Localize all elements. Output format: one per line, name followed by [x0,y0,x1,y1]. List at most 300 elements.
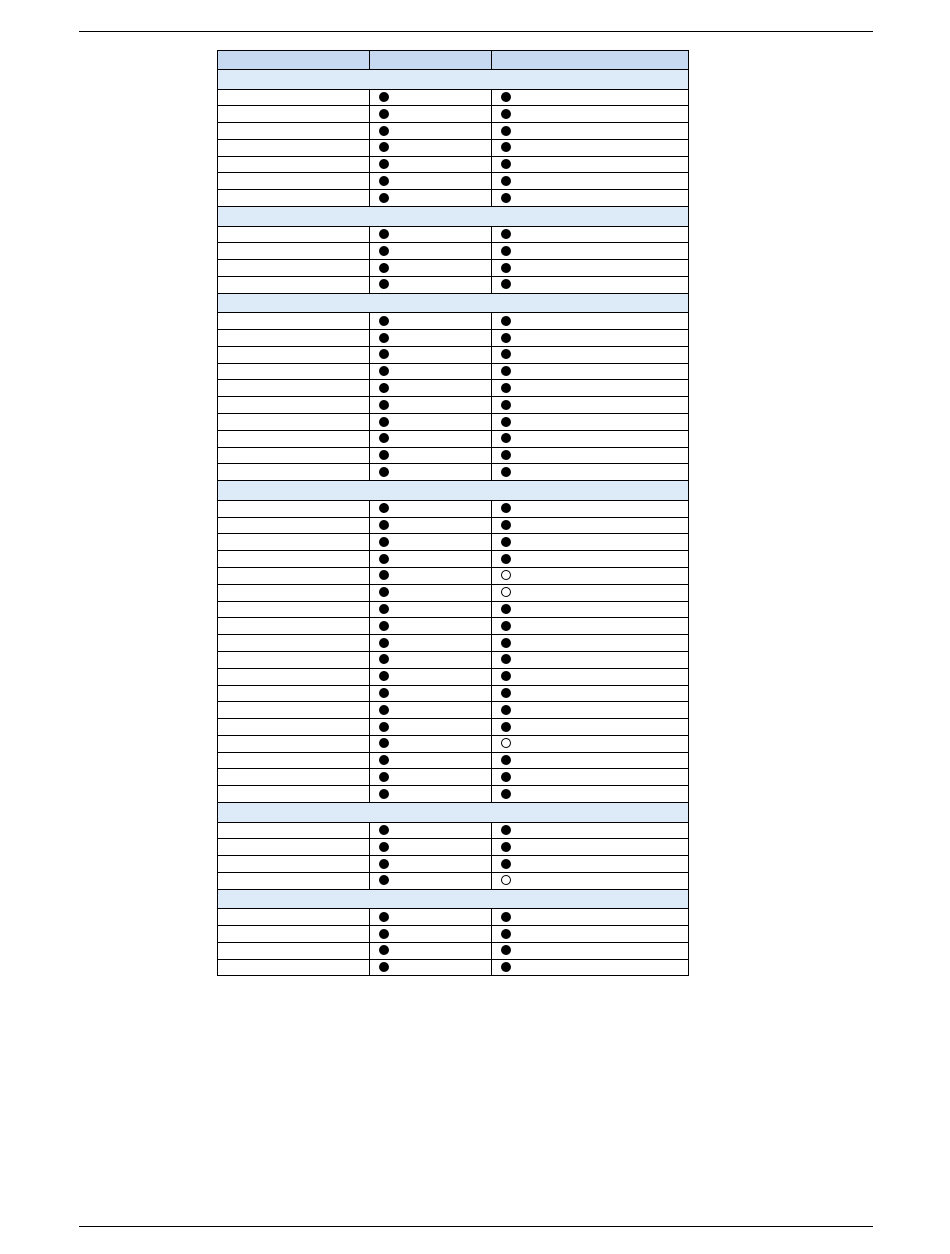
empty-circle-icon [501,587,511,597]
cell-option-b [492,635,689,652]
table-row [218,397,689,414]
cell-option-b [492,156,689,173]
row-label [218,735,370,752]
row-label [218,601,370,618]
cell-option-a [370,668,492,685]
table-row [218,909,689,926]
cell-option-b [492,243,689,260]
cell-option-b [492,380,689,397]
cell-option-b [492,959,689,976]
empty-circle-icon [501,738,511,748]
row-label [218,769,370,786]
cell-option-b [492,534,689,551]
filled-circle-icon [379,772,389,782]
filled-circle-icon [379,366,389,376]
filled-circle-icon [379,126,389,136]
cell-option-a [370,635,492,652]
cell-option-b [492,430,689,447]
cell-option-b [492,856,689,873]
filled-circle-icon [379,503,389,513]
section-header-row [218,481,689,501]
filled-circle-icon [379,109,389,119]
filled-circle-icon [501,142,511,152]
table-row [218,464,689,481]
cell-option-a [370,243,492,260]
filled-circle-icon [379,537,389,547]
filled-circle-icon [501,92,511,102]
table-row [218,430,689,447]
cell-option-a [370,618,492,635]
table-row [218,260,689,277]
filled-circle-icon [501,554,511,564]
table-row [218,276,689,293]
cell-option-a [370,397,492,414]
footer-rule [79,1226,873,1227]
filled-circle-icon [379,246,389,256]
cell-option-b [492,551,689,568]
table-row [218,89,689,106]
cell-option-a [370,909,492,926]
filled-circle-icon [501,263,511,273]
cell-option-a [370,190,492,207]
filled-circle-icon [501,537,511,547]
empty-circle-icon [501,875,511,885]
filled-circle-icon [379,520,389,530]
cell-option-a [370,702,492,719]
row-label [218,942,370,959]
row-label [218,190,370,207]
column-header-option-a [370,51,492,70]
cell-option-a [370,447,492,464]
cell-option-a [370,719,492,736]
filled-circle-icon [501,333,511,343]
filled-circle-icon [501,316,511,326]
filled-circle-icon [501,433,511,443]
row-label [218,106,370,123]
table-row [218,752,689,769]
cell-option-a [370,89,492,106]
table-row [218,500,689,517]
table-row [218,856,689,873]
filled-circle-icon [379,176,389,186]
cell-option-b [492,190,689,207]
filled-circle-icon [501,467,511,477]
row-label [218,926,370,943]
table-row [218,517,689,534]
cell-option-a [370,330,492,347]
cell-option-a [370,839,492,856]
cell-option-a [370,500,492,517]
cell-option-b [492,276,689,293]
filled-circle-icon [379,688,389,698]
filled-circle-icon [379,450,389,460]
table-row [218,839,689,856]
filled-circle-icon [379,417,389,427]
section-title [218,293,689,313]
table-row [218,363,689,380]
table-row [218,139,689,156]
cell-option-a [370,414,492,431]
empty-circle-icon [501,570,511,580]
cell-option-a [370,769,492,786]
cell-option-b [492,752,689,769]
filled-circle-icon [379,587,389,597]
row-label [218,156,370,173]
cell-option-b [492,926,689,943]
cell-option-a [370,752,492,769]
filled-circle-icon [501,126,511,136]
filled-circle-icon [379,279,389,289]
row-label [218,702,370,719]
filled-circle-icon [501,671,511,681]
cell-option-a [370,276,492,293]
row-label [218,500,370,517]
row-label [218,959,370,976]
filled-circle-icon [501,825,511,835]
filled-circle-icon [501,962,511,972]
section-title [218,481,689,501]
cell-option-b [492,139,689,156]
section-header-row [218,207,689,227]
cell-option-b [492,313,689,330]
filled-circle-icon [501,246,511,256]
cell-option-b [492,769,689,786]
filled-circle-icon [379,945,389,955]
cell-option-b [492,106,689,123]
filled-circle-icon [501,503,511,513]
cell-option-a [370,226,492,243]
filled-circle-icon [501,705,511,715]
row-label [218,346,370,363]
row-label [218,173,370,190]
cell-option-b [492,601,689,618]
filled-circle-icon [379,705,389,715]
filled-circle-icon [379,638,389,648]
filled-circle-icon [501,229,511,239]
filled-circle-icon [501,755,511,765]
cell-option-b [492,346,689,363]
table-row [218,173,689,190]
table-row [218,786,689,803]
table-row [218,243,689,260]
table-row [218,719,689,736]
filled-circle-icon [379,193,389,203]
cell-option-a [370,156,492,173]
filled-circle-icon [379,467,389,477]
cell-option-a [370,856,492,873]
table-row [218,190,689,207]
table-row [218,735,689,752]
cell-option-b [492,822,689,839]
filled-circle-icon [501,912,511,922]
cell-option-a [370,517,492,534]
table-row [218,447,689,464]
row-label [218,123,370,140]
section-header-row [218,803,689,823]
filled-circle-icon [379,621,389,631]
filled-circle-icon [379,738,389,748]
filled-circle-icon [379,400,389,410]
row-label [218,909,370,926]
table-body [218,70,689,976]
cell-option-b [492,584,689,601]
filled-circle-icon [379,316,389,326]
row-label [218,243,370,260]
cell-option-b [492,651,689,668]
filled-circle-icon [501,417,511,427]
filled-circle-icon [379,859,389,869]
cell-option-b [492,909,689,926]
table-row [218,702,689,719]
cell-option-b [492,839,689,856]
row-label [218,551,370,568]
row-label [218,856,370,873]
filled-circle-icon [379,383,389,393]
filled-circle-icon [501,722,511,732]
filled-circle-icon [379,929,389,939]
filled-circle-icon [379,142,389,152]
table-row [218,685,689,702]
cell-option-a [370,584,492,601]
feature-support-table [217,50,689,976]
cell-option-a [370,346,492,363]
filled-circle-icon [379,333,389,343]
section-header-row [218,70,689,90]
table-row [218,567,689,584]
table-row [218,226,689,243]
row-label [218,872,370,889]
cell-option-b [492,260,689,277]
cell-option-a [370,313,492,330]
row-label [218,534,370,551]
row-label [218,839,370,856]
row-label [218,517,370,534]
cell-option-b [492,567,689,584]
filled-circle-icon [501,654,511,664]
cell-option-b [492,330,689,347]
table-row [218,668,689,685]
cell-option-a [370,822,492,839]
table-row [218,380,689,397]
filled-circle-icon [379,671,389,681]
section-title [218,889,689,909]
filled-circle-icon [501,604,511,614]
filled-circle-icon [501,772,511,782]
table-row [218,123,689,140]
table-row [218,106,689,123]
row-label [218,330,370,347]
table-row [218,635,689,652]
filled-circle-icon [379,875,389,885]
row-label [218,363,370,380]
filled-circle-icon [501,383,511,393]
filled-circle-icon [379,263,389,273]
cell-option-b [492,464,689,481]
cell-option-b [492,685,689,702]
filled-circle-icon [501,159,511,169]
section-header-row [218,293,689,313]
filled-circle-icon [501,789,511,799]
cell-option-a [370,685,492,702]
table-row [218,313,689,330]
row-label [218,651,370,668]
row-label [218,752,370,769]
table-row [218,534,689,551]
table-row [218,822,689,839]
row-label [218,719,370,736]
filled-circle-icon [379,570,389,580]
row-label [218,668,370,685]
filled-circle-icon [501,929,511,939]
filled-circle-icon [379,654,389,664]
cell-option-b [492,702,689,719]
filled-circle-icon [379,349,389,359]
cell-option-b [492,872,689,889]
filled-circle-icon [501,400,511,410]
row-label [218,584,370,601]
filled-circle-icon [379,842,389,852]
filled-circle-icon [379,825,389,835]
table-row [218,769,689,786]
table-row [218,601,689,618]
row-label [218,635,370,652]
cell-option-a [370,260,492,277]
cell-option-b [492,89,689,106]
filled-circle-icon [501,638,511,648]
cell-option-a [370,534,492,551]
filled-circle-icon [379,912,389,922]
filled-circle-icon [501,349,511,359]
filled-circle-icon [501,621,511,631]
filled-circle-icon [501,945,511,955]
row-label [218,260,370,277]
filled-circle-icon [501,520,511,530]
cell-option-a [370,139,492,156]
table-row [218,872,689,889]
row-label [218,89,370,106]
filled-circle-icon [501,279,511,289]
row-label [218,430,370,447]
section-title [218,207,689,227]
cell-option-b [492,735,689,752]
table-row [218,942,689,959]
row-label [218,313,370,330]
cell-option-b [492,942,689,959]
cell-option-b [492,397,689,414]
row-label [218,414,370,431]
cell-option-a [370,106,492,123]
filled-circle-icon [501,842,511,852]
table-row [218,346,689,363]
section-title [218,803,689,823]
row-label [218,226,370,243]
cell-option-a [370,430,492,447]
filled-circle-icon [379,92,389,102]
filled-circle-icon [501,450,511,460]
cell-option-a [370,363,492,380]
table-row [218,584,689,601]
cell-option-a [370,651,492,668]
cell-option-a [370,735,492,752]
row-label [218,786,370,803]
cell-option-a [370,601,492,618]
filled-circle-icon [379,554,389,564]
cell-option-a [370,551,492,568]
filled-circle-icon [379,604,389,614]
cell-option-b [492,786,689,803]
table-header-row [218,51,689,70]
header-rule [79,31,873,32]
row-label [218,276,370,293]
filled-circle-icon [379,722,389,732]
column-header-option-b [492,51,689,70]
cell-option-a [370,380,492,397]
cell-option-a [370,926,492,943]
filled-circle-icon [379,433,389,443]
cell-option-a [370,123,492,140]
column-header-feature [218,51,370,70]
section-header-row [218,889,689,909]
filled-circle-icon [501,109,511,119]
cell-option-b [492,618,689,635]
cell-option-a [370,173,492,190]
row-label [218,139,370,156]
filled-circle-icon [379,159,389,169]
row-label [218,447,370,464]
table-row [218,959,689,976]
row-label [218,822,370,839]
cell-option-a [370,942,492,959]
cell-option-b [492,226,689,243]
filled-circle-icon [501,366,511,376]
cell-option-b [492,173,689,190]
cell-option-a [370,464,492,481]
filled-circle-icon [501,193,511,203]
cell-option-b [492,123,689,140]
row-label [218,464,370,481]
cell-option-a [370,786,492,803]
filled-circle-icon [501,176,511,186]
cell-option-b [492,719,689,736]
cell-option-a [370,567,492,584]
row-label [218,567,370,584]
cell-option-b [492,668,689,685]
table-row [218,330,689,347]
cell-option-b [492,363,689,380]
filled-circle-icon [379,229,389,239]
filled-circle-icon [379,962,389,972]
filled-circle-icon [501,688,511,698]
cell-option-a [370,872,492,889]
filled-circle-icon [379,789,389,799]
section-title [218,70,689,90]
table-row [218,926,689,943]
filled-circle-icon [501,859,511,869]
cell-option-b [492,414,689,431]
cell-option-a [370,959,492,976]
row-label [218,685,370,702]
filled-circle-icon [379,755,389,765]
row-label [218,380,370,397]
row-label [218,397,370,414]
table-row [218,156,689,173]
cell-option-b [492,447,689,464]
row-label [218,618,370,635]
cell-option-b [492,517,689,534]
table-row [218,414,689,431]
table-row [218,651,689,668]
cell-option-b [492,500,689,517]
